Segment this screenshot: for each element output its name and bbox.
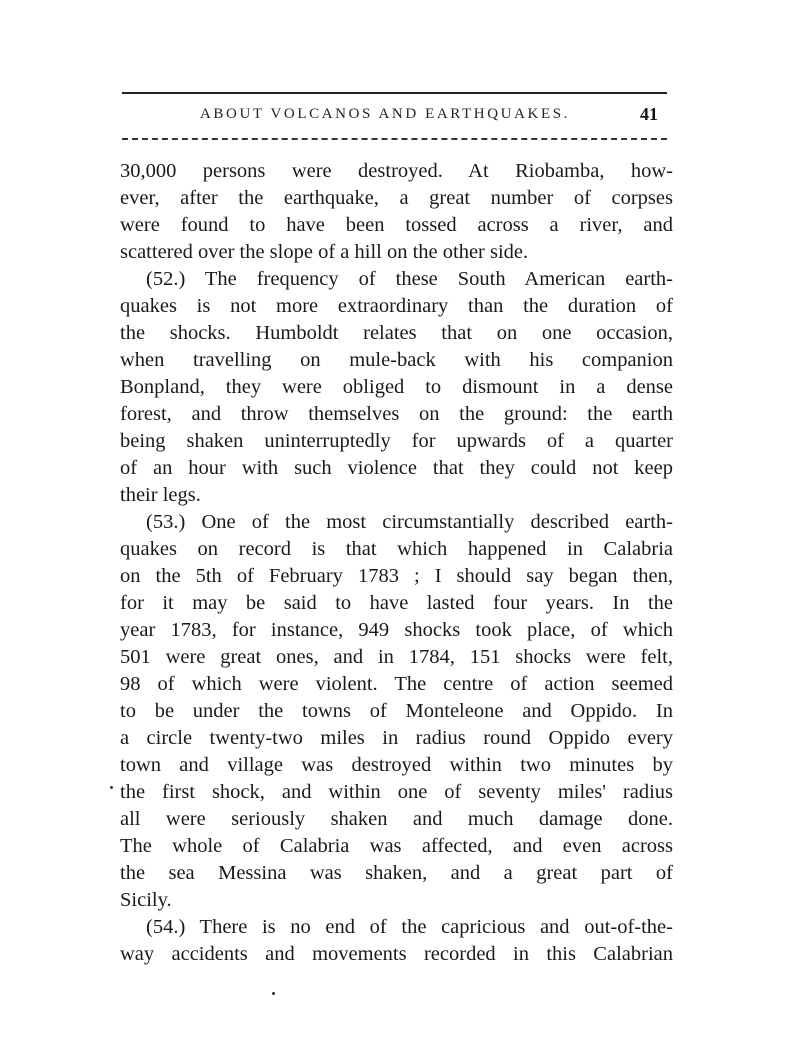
text-line: Sicily. [120, 889, 172, 911]
paragraph-start-line: (52.) The frequency of these South American earth- [146, 268, 673, 290]
header-rule-bottom [122, 138, 667, 140]
text-line: of an hour with such violence that they could not keep [120, 457, 673, 479]
text-line: 98 of which were violent. The centre of action seemed [120, 673, 673, 695]
text-line: when travelling on mule-back with his companion [120, 349, 673, 371]
text-line: way accidents and movements recorded in this Calabrian [120, 943, 673, 965]
text-line: to be under the towns of Monteleone and Oppido. In [120, 700, 673, 722]
text-line: 30,000 persons were destroyed. At Riobamba, how- [120, 160, 673, 182]
text-line: town and village was destroyed within two minutes by [120, 754, 673, 776]
text-line: the sea Messina was shaken, and a great part of [120, 862, 673, 884]
paragraph-start-line: (54.) There is no end of the capricious and out-of-the- [146, 916, 673, 938]
text-line: being shaken uninterruptedly for upwards of a quarter [120, 430, 673, 452]
text-line: ever, after the earthquake, a great number of corpses [120, 187, 673, 209]
text-line: were found to have been tossed across a river, and [120, 214, 673, 236]
print-speck [272, 992, 275, 995]
text-line: scattered over the slope of a hill on the other side. [120, 241, 529, 263]
paragraph-start-line: (53.) One of the most circumstantially described earth- [146, 511, 673, 533]
text-line: Bonpland, they were obliged to dismount in a dense [120, 376, 673, 398]
header-rule-top [122, 92, 667, 94]
running-head: ABOUT VOLCANOS AND EARTHQUAKES. [200, 106, 570, 122]
body-text [120, 158, 673, 968]
print-speck [110, 786, 113, 789]
text-line: the first shock, and within one of seventy miles' radius [120, 781, 673, 803]
text-line: on the 5th of February 1783 ; I should say began then, [120, 565, 673, 587]
text-line: forest, and throw themselves on the ground: the earth [120, 403, 673, 425]
text-line: 501 were great ones, and in 1784, 151 shocks were felt, [120, 646, 673, 668]
text-line: a circle twenty-two miles in radius round Oppido every [120, 727, 673, 749]
text-line: year 1783, for instance, 949 shocks took place, of which [120, 619, 673, 641]
text-line: for it may be said to have lasted four years. In the [120, 592, 673, 614]
text-line: their legs. [120, 484, 201, 506]
text-line: The whole of Calabria was affected, and even across [120, 835, 673, 857]
text-line: the shocks. Humboldt relates that on one occasion, [120, 322, 673, 344]
text-line: quakes is not more extraordinary than the duration of [120, 295, 673, 317]
page-number: 41 [640, 104, 658, 124]
text-line: all were seriously shaken and much damage done. [120, 808, 673, 830]
text-line: quakes on record is that which happened in Calabria [120, 538, 673, 560]
